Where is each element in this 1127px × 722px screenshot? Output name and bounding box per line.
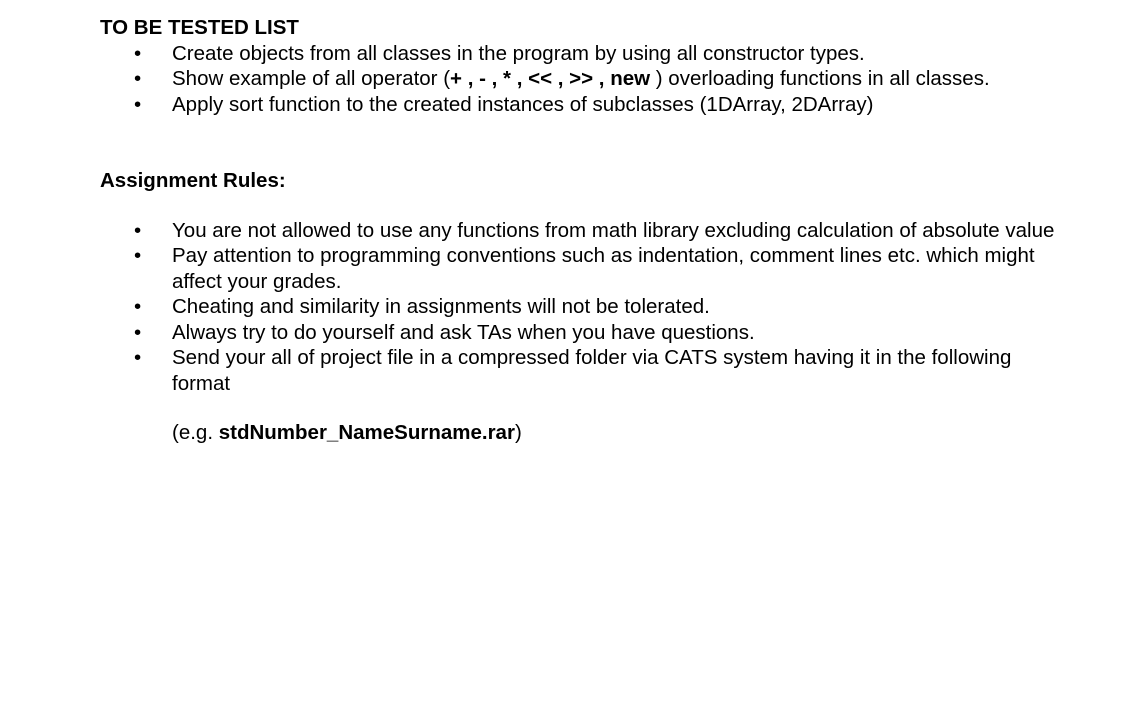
operator-minus: - <box>479 67 486 90</box>
rule-text: You are not allowed to use any functions from math library excluding calculation of absolute value <box>172 218 1055 242</box>
rule-item-math-library <box>100 218 1060 244</box>
operator-new: new <box>610 67 651 90</box>
rules-list <box>100 218 1060 397</box>
filename-example <box>100 420 1060 446</box>
rule-item-submission <box>100 345 1060 396</box>
rule-text: Cheating and similarity in assignments will not be tolerated. <box>172 295 710 318</box>
example-filename: stdNumber_NameSurname.rar <box>218 421 515 444</box>
rule-item-ask-tas <box>100 320 1060 346</box>
example-suffix: ) <box>514 421 522 444</box>
document-page <box>100 15 1060 446</box>
tested-list <box>100 41 1060 118</box>
assignment-rules-heading: Assignment Rules: <box>100 169 286 192</box>
operator-shift-right: >> <box>569 67 594 90</box>
tested-item-text: Create objects from all classes in the program by using all constructor types. <box>172 41 865 65</box>
operators-suffix: ) overloading functions in all classes. <box>650 67 990 90</box>
rule-text: Always try to do yourself and ask TAs when you have questions. <box>172 320 755 344</box>
operator-multiply: * <box>503 67 512 90</box>
tested-item-constructors <box>100 41 1060 67</box>
rule-text: Pay attention to programming conventions such as indentation, comment lines etc. which might affect your grades. <box>172 244 1035 293</box>
example-prefix: (e.g. <box>172 421 219 444</box>
operator-shift-left: << <box>528 67 553 90</box>
operator-plus: + <box>450 67 463 90</box>
operator-separator: , <box>552 67 570 90</box>
operator-separator: , <box>462 67 480 90</box>
tested-list-heading: TO BE TESTED LIST <box>100 16 299 39</box>
tested-item-sort <box>100 92 1060 118</box>
operator-separator: , <box>485 67 504 90</box>
tested-item-text: Apply sort function to the created instances of subclasses (1DArray, 2DArray) <box>172 92 874 116</box>
operator-separator: , <box>593 67 611 90</box>
operator-separator: , <box>511 67 529 90</box>
rule-text: Send your all of project file in a compressed folder via CATS system having it in the following format <box>172 346 1012 395</box>
rule-item-cheating <box>100 294 1060 320</box>
tested-item-operators <box>100 66 1060 92</box>
operators-prefix: Show example of all operator ( <box>172 67 451 90</box>
rule-item-conventions <box>100 243 1060 294</box>
